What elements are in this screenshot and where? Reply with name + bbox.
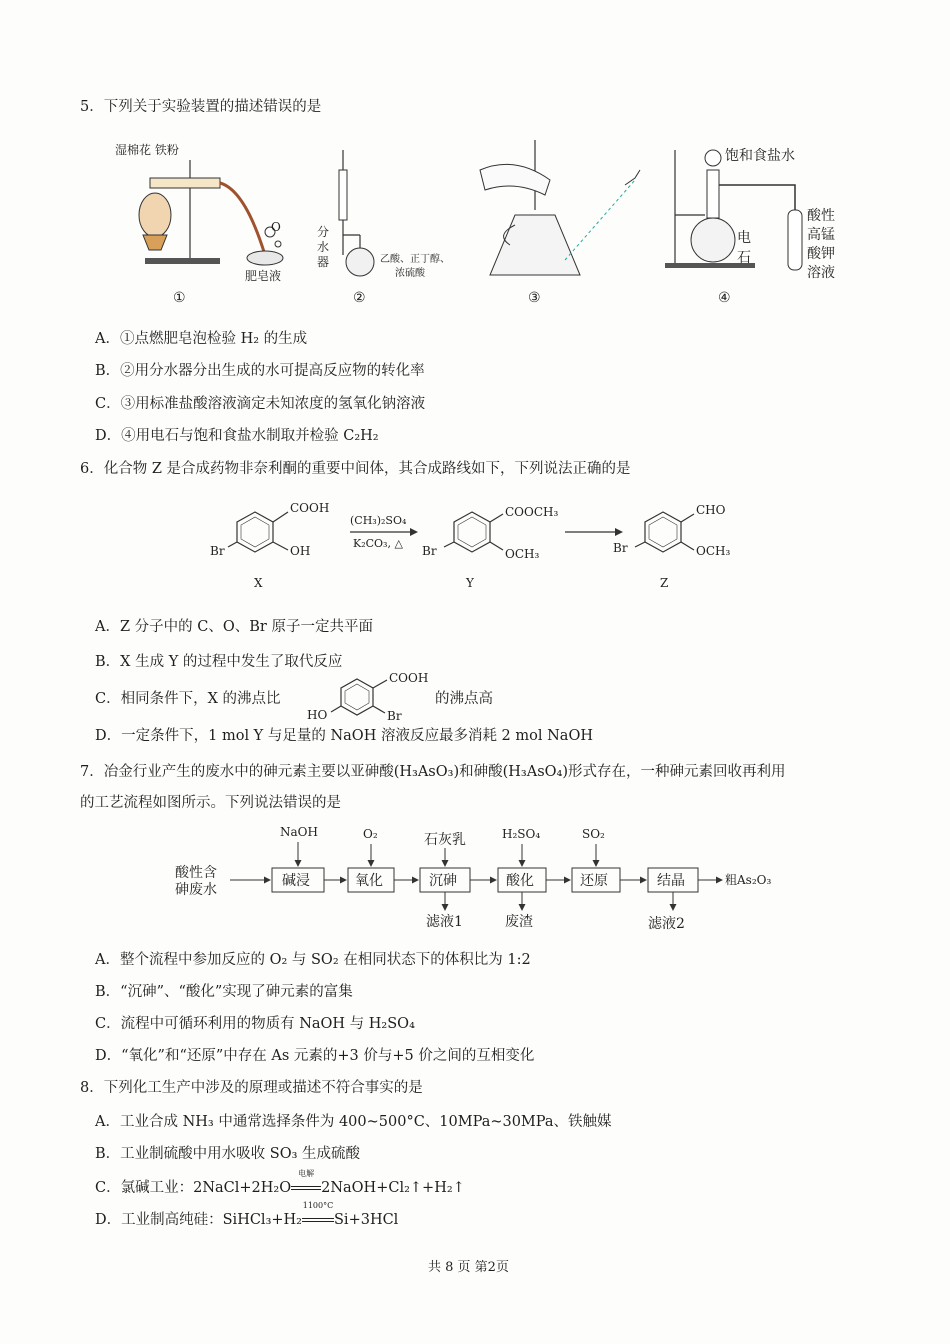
q5-stem: 5．下列关于实验装置的描述错误的是 (80, 99, 322, 115)
y-och3: OCH₃ (505, 547, 540, 561)
flow-input-naoh: NaOH (280, 825, 318, 839)
compound-x-structure (210, 501, 329, 590)
y-cooch3: COOCH₃ (505, 505, 559, 519)
flow-step-6: 结晶 (657, 873, 685, 889)
f1-gas-label: O (271, 220, 281, 234)
flow-step-2: 氧化 (355, 873, 383, 889)
apparatus-4-illustration (665, 147, 835, 281)
apparatus-number-1: ① (173, 290, 186, 306)
f4-carbide-label-1: 电 (737, 230, 751, 246)
q8-option-c-prefix: C．氯碱工业：2NaCl+2H₂O (95, 1180, 292, 1196)
q8-option-c-suffix: 2NaOH+Cl₂↑+H₂↑ (321, 1180, 465, 1196)
q8-option-a: A．工业合成 NH₃ 中通常选择条件为 400~500°C、10MPa~30MPa、铁触媒 (95, 1114, 612, 1130)
q5-option-d: D．④用电石与饱和食盐水制取并检验 C₂H₂ (95, 428, 379, 444)
flow-step-5: 还原 (580, 873, 608, 889)
opt-c-cooh: COOH (389, 671, 429, 685)
f4-kmno4-label-3: 酸钾 (807, 246, 835, 262)
flow-step-3: 沉砷 (429, 873, 457, 889)
compound-z-structure (613, 503, 730, 590)
q6-synthesis-scheme (210, 492, 750, 592)
flow-product: 粗As₂O₃ (725, 873, 772, 887)
q8-stem: 8．下列化工生产中涉及的原理或描述不符合事实的是 (80, 1080, 423, 1096)
y-br: Br (422, 544, 437, 558)
q8-option-d-prefix: D．工业制高纯硅：SiHCl₃+H₂ (95, 1212, 302, 1228)
q6-option-b: B．X 生成 Y 的过程中发生了取代反应 (95, 654, 343, 670)
f2-sep-label-3: 器 (317, 255, 330, 269)
q5-apparatus-figure (95, 140, 855, 310)
q6-option-c-prefix: C．相同条件下，X 的沸点比 (95, 691, 281, 707)
q8-option-c-condition (291, 1169, 321, 1198)
q8-option-b: B．工业制硫酸中用水吸收 SO₃ 生成硫酸 (95, 1146, 361, 1162)
f1-soap-label: 肥皂液 (245, 269, 282, 283)
f4-kmno4-label-1: 酸性 (807, 208, 835, 224)
q7-option-b: B．“沉砷”、“酸化”实现了砷元素的富集 (95, 984, 353, 1000)
z-br: Br (613, 541, 628, 555)
reagent-top: (CH₃)₂SO₄ (350, 514, 407, 527)
f1-top-label: 湿棉花 铁粉 (115, 143, 179, 157)
z-cho: CHO (696, 503, 726, 517)
flow-source-2: 砷废水 (175, 882, 217, 898)
apparatus-number-2: ② (353, 290, 366, 306)
label-x: X (254, 576, 263, 590)
f2-reagents-label-2: 浓硫酸 (395, 268, 425, 279)
flow-step-4: 酸化 (506, 873, 534, 889)
flow-input-lime: 石灰乳 (424, 832, 466, 848)
q5-option-b: B．②用分水器分出生成的水可提高反应物的转化率 (95, 363, 425, 379)
q6-option-c-structure (305, 667, 430, 723)
q8-option-c-condition-text: 电解 (298, 1169, 315, 1178)
flow-input-o2: O₂ (363, 827, 378, 841)
flow-out-waste: 废渣 (505, 914, 533, 930)
q6-option-d: D．一定条件下，1 mol Y 与足量的 NaOH 溶液反应最多消耗 2 mol NaOH (95, 728, 593, 744)
apparatus-1-illustration (115, 142, 283, 283)
flow-input-so2: SO₂ (582, 827, 605, 841)
q6-option-a: A．Z 分子中的 C、O、Br 原子一定共平面 (95, 619, 373, 635)
q7-stem-line-2: 的工艺流程如图所示。下列说法错误的是 (80, 795, 341, 811)
apparatus-3-illustration (480, 140, 640, 275)
q8-option-d-condition (302, 1201, 334, 1230)
flow-step-1: 碱浸 (282, 873, 310, 889)
q6-option-c-suffix: 的沸点高 (435, 691, 493, 707)
apparatus-number-4: ④ (718, 290, 731, 306)
q8-option-d (95, 1201, 399, 1230)
q7-process-flowchart (170, 822, 790, 937)
q5-option-a: A．①点燃肥皂泡检验 H₂ 的生成 (95, 331, 308, 347)
x-cooh: COOH (290, 501, 330, 515)
f2-sep-label-1: 分 (317, 225, 330, 239)
q5-option-c: C．③用标准盐酸溶液滴定未知浓度的氢氧化钠溶液 (95, 396, 426, 412)
f4-carbide-label-2: 石 (737, 250, 751, 266)
q7-option-a: A．整个流程中参加反应的 O₂ 与 SO₂ 在相同状态下的体积比为 1:2 (95, 952, 531, 968)
q7-option-c: C．流程中可循环利用的物质有 NaOH 与 H₂SO₄ (95, 1016, 415, 1032)
q8-option-d-suffix: Si+3HCl (334, 1212, 399, 1228)
x-oh: OH (290, 544, 311, 558)
f4-kmno4-label-4: 溶液 (807, 265, 835, 281)
apparatus-2-illustration (317, 150, 450, 279)
flow-out-filtrate2: 滤液2 (648, 916, 685, 932)
compound-y-structure (422, 505, 559, 590)
flow-out-filtrate1: 滤液1 (426, 914, 463, 930)
reagent-bottom: K₂CO₃, △ (353, 537, 403, 550)
opt-c-br: Br (387, 709, 402, 723)
f2-reagents-label-1: 乙酸、正丁醇、 (380, 254, 450, 265)
apparatus-number-3: ③ (528, 290, 541, 306)
label-z: Z (660, 576, 669, 590)
q8-option-c (95, 1169, 465, 1198)
opt-c-ho: HO (307, 708, 328, 722)
q8-option-d-condition-text: 1100°C (302, 1201, 334, 1210)
q6-stem: 6．化合物 Z 是合成药物非奈利酮的重要中间体，其合成路线如下，下列说法正确的是 (80, 461, 631, 477)
label-y: Y (466, 576, 474, 590)
f4-top-label: 饱和食盐水 (725, 148, 795, 164)
q7-stem-line-1: 7．冶金行业产生的废水中的砷元素主要以亚砷酸(H₃AsO₃)和砷酸(H₃AsO₄)形式存在，一种砷元素回收再利用 (80, 764, 786, 780)
page-footer: 共 8 页 第2页 (428, 1260, 509, 1275)
flow-source-1: 酸性含 (175, 865, 217, 881)
q7-option-d: D．“氧化”和“还原”中存在 As 元素的+3 价与+5 价之间的互相变化 (95, 1048, 535, 1064)
f4-kmno4-label-2: 高锰 (807, 227, 835, 243)
flow-input-h2so4: H₂SO₄ (502, 827, 541, 841)
x-br: Br (210, 544, 225, 558)
f2-sep-label-2: 水 (317, 240, 330, 254)
z-och3: OCH₃ (696, 544, 731, 558)
